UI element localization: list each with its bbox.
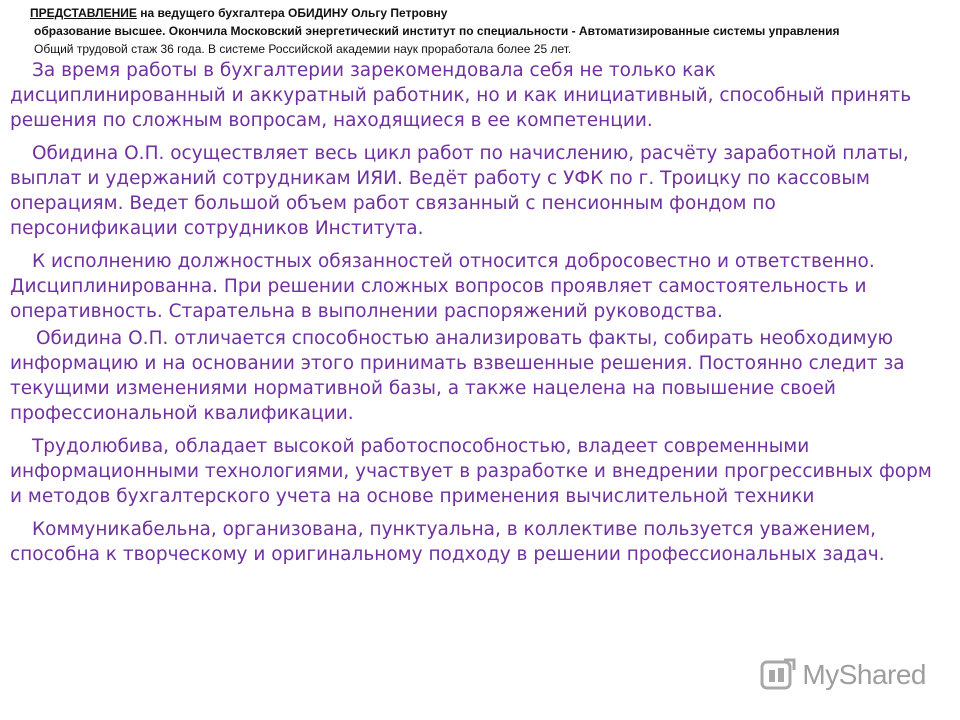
paragraph-3: К исполнению должностных обязанностей относится добросовестно и ответственно. Дисциплинированна. При решении сложных вопросов проявляет самостоятельность и оперативность. Старательна в выполнении распоряжений руководства. — [10, 251, 875, 322]
document-header — [30, 4, 950, 58]
paragraph-6: Коммуникабельна, организована, пунктуальна, в коллективе пользуется уважением, способна к творческому и оригинальному подходу в решении профессиональных задач. — [10, 519, 885, 565]
watermark — [760, 658, 926, 692]
document-body — [10, 58, 935, 575]
header-education: образование высшее. Окончила Московский энергетический институт по специальности - Автоматизированные системы управления — [34, 24, 840, 38]
watermark-text: MyShared — [802, 659, 926, 690]
paragraph-5: Трудолюбива, обладает высокой работоспособностью, владеет современными информационными технологиями, участвует в разработке и внедрении прогрессивных форм и методов бухгалтерского учета на основе применения вычислительной техники — [10, 436, 932, 507]
header-title: ПРЕДСТАВЛЕНИЕ — [30, 6, 137, 20]
paragraph-2: Обидина О.П. осуществляет весь цикл работ по начислению, расчёту заработной платы, выплат и удержаний сотрудникам ИЯИ. Ведёт работу с УФК по г. Троицку по кассовым операциям. Ведет большой объем работ связанный с пенсионным фондом по персонификации сотрудников Института. — [10, 143, 909, 239]
paragraph-4: Обидина О.П. отличается способностью анализировать факты, собирать необходимую информацию и на основании этого принимать взвешенные решения. Постоянно следит за текущими изменениями нормативной базы, а также нацелена на повышение своей профессиональной квалификации. — [10, 328, 905, 424]
header-title-line — [30, 4, 950, 22]
paragraph-1: За время работы в бухгалтерии зарекомендовала себя не только как дисциплинированный и аккуратный работник, но и как инициативный, способный принять решения по сложным вопросам, находящиеся в ее компетенции. — [10, 60, 912, 131]
header-subject: на ведущего бухгалтера ОБИДИНУ Ольгу Петровну — [136, 6, 448, 20]
myshared-logo-icon — [760, 658, 796, 692]
header-experience: Общий трудовой стаж 36 года. В системе Российской академии наук проработала более 25 лет. — [34, 42, 572, 56]
